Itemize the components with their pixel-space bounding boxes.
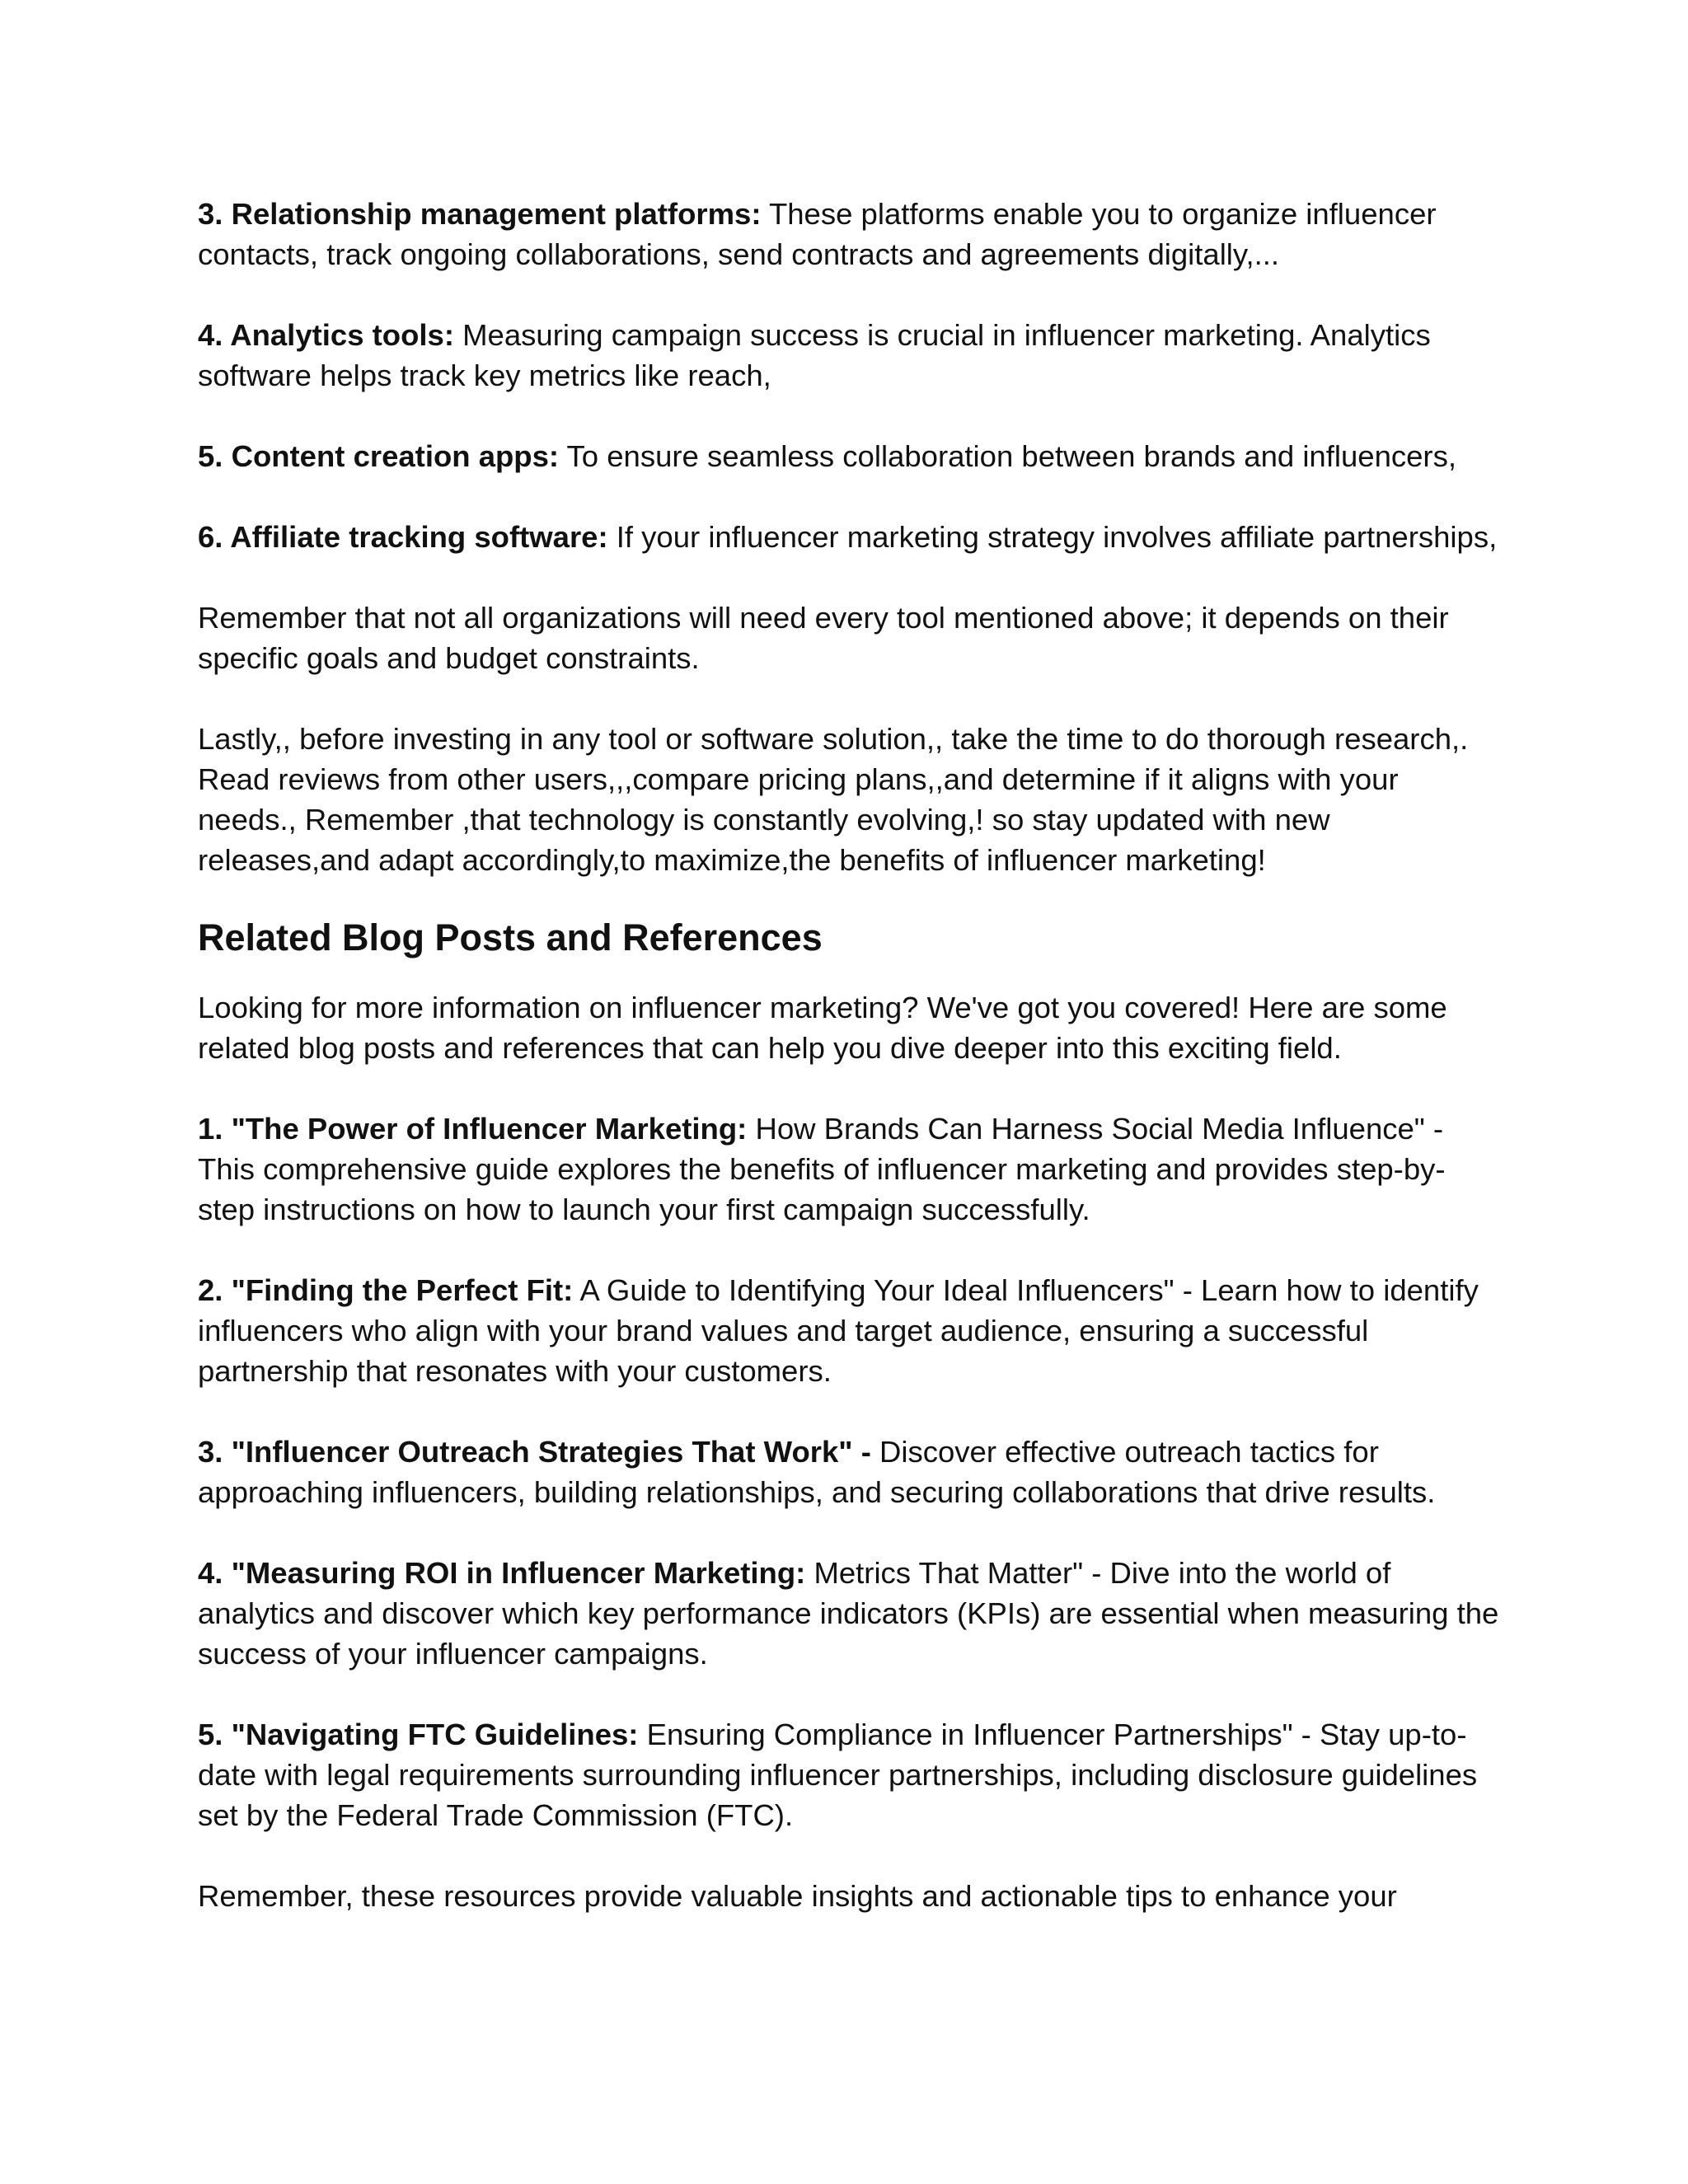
tool-item-title: 3. Relationship management platforms: (198, 197, 762, 231)
related-item-outreach-strategies (198, 1432, 1500, 1512)
related-item-ftc-guidelines (198, 1714, 1500, 1835)
tool-item-affiliate-tracking (198, 517, 1500, 557)
tool-item-text: Measuring campaign success is crucial in influencer marketing. Analytics software helps track key metrics like reach, (198, 318, 1431, 392)
tool-item-relationship-management (198, 194, 1500, 274)
tool-item-text: If your influencer marketing strategy involves affiliate partnerships, (607, 520, 1498, 554)
related-item-title: 2. "Finding the Perfect Fit: (198, 1273, 574, 1307)
related-item-text: Discover effective outreach tactics for approaching influencers, building relationships, and securing collaborations that drive results. (198, 1435, 1436, 1509)
remember-paragraph: Remember that not all organizations will need every tool mentioned above; it depends on their specific goals and budget constraints. (198, 601, 1449, 675)
related-item-title: 1. "The Power of Influencer Marketing: (198, 1112, 748, 1146)
related-item-text: How Brands Can Harness Social Media Influence" - This comprehensive guide explores the benefits of influencer marketing and provides step-by-step instructions on how to launch your first campaign successfully. (198, 1112, 1446, 1226)
tool-item-content-creation (198, 436, 1500, 476)
tool-item-text: These platforms enable you to organize influencer contacts, track ongoing collaborations, send contracts and agreements digitally,... (198, 197, 1437, 271)
tool-item-title: 5. Content creation apps: (198, 439, 560, 473)
related-item-measuring-roi (198, 1553, 1500, 1674)
related-item-title: 5. "Navigating FTC Guidelines: (198, 1718, 639, 1751)
related-item-title: 3. "Influencer Outreach Strategies That Work" - (198, 1435, 871, 1469)
closing-paragraph: Remember, these resources provide valuable insights and actionable tips to enhance your (198, 1879, 1397, 1913)
tool-item-analytics (198, 315, 1500, 396)
lastly-paragraph: Lastly,, before investing in any tool or software solution,, take the time to do thorough research,. Read reviews from other users,,,compare pricing plans,,and determine if it aligns with your needs., Remember ,that technology is constantly evolving,! so stay updated with new releases,and adapt accordingly,to maximize,the benefits of influencer marketing! (198, 722, 1469, 877)
tool-item-title: 4. Analytics tools: (198, 318, 454, 352)
related-section-heading: Related Blog Posts and References (198, 916, 823, 958)
related-item-text: Ensuring Compliance in Influencer Partnerships" - Stay up-to-date with legal requirements surrounding influencer partnerships, including disclosure guidelines set by the Federal Trade Commission (FTC). (198, 1718, 1478, 1832)
related-item-text: Metrics That Matter" - Dive into the world of analytics and discover which key performance indicators (KPIs) are essential when measuring the success of your influencer campaigns. (198, 1556, 1499, 1671)
tool-item-text: To ensure seamless collaboration between brands and influencers, (559, 439, 1456, 473)
related-item-finding-perfect-fit (198, 1270, 1500, 1391)
related-item-title: 4. "Measuring ROI in Influencer Marketing: (198, 1556, 806, 1590)
tool-item-title: 6. Affiliate tracking software: (198, 520, 608, 554)
document-page (198, 194, 1500, 1916)
related-item-power-of-influencer-marketing (198, 1108, 1500, 1230)
related-intro-paragraph: Looking for more information on influencer marketing? We've got you covered! Here are some related blog posts and references that can help you dive deeper into this exciting field. (198, 991, 1447, 1065)
related-item-text: A Guide to Identifying Your Ideal Influencers" - Learn how to identify influencers who align with your brand values and target audience, ensuring a successful partnership that resonates with your customers. (198, 1273, 1479, 1388)
